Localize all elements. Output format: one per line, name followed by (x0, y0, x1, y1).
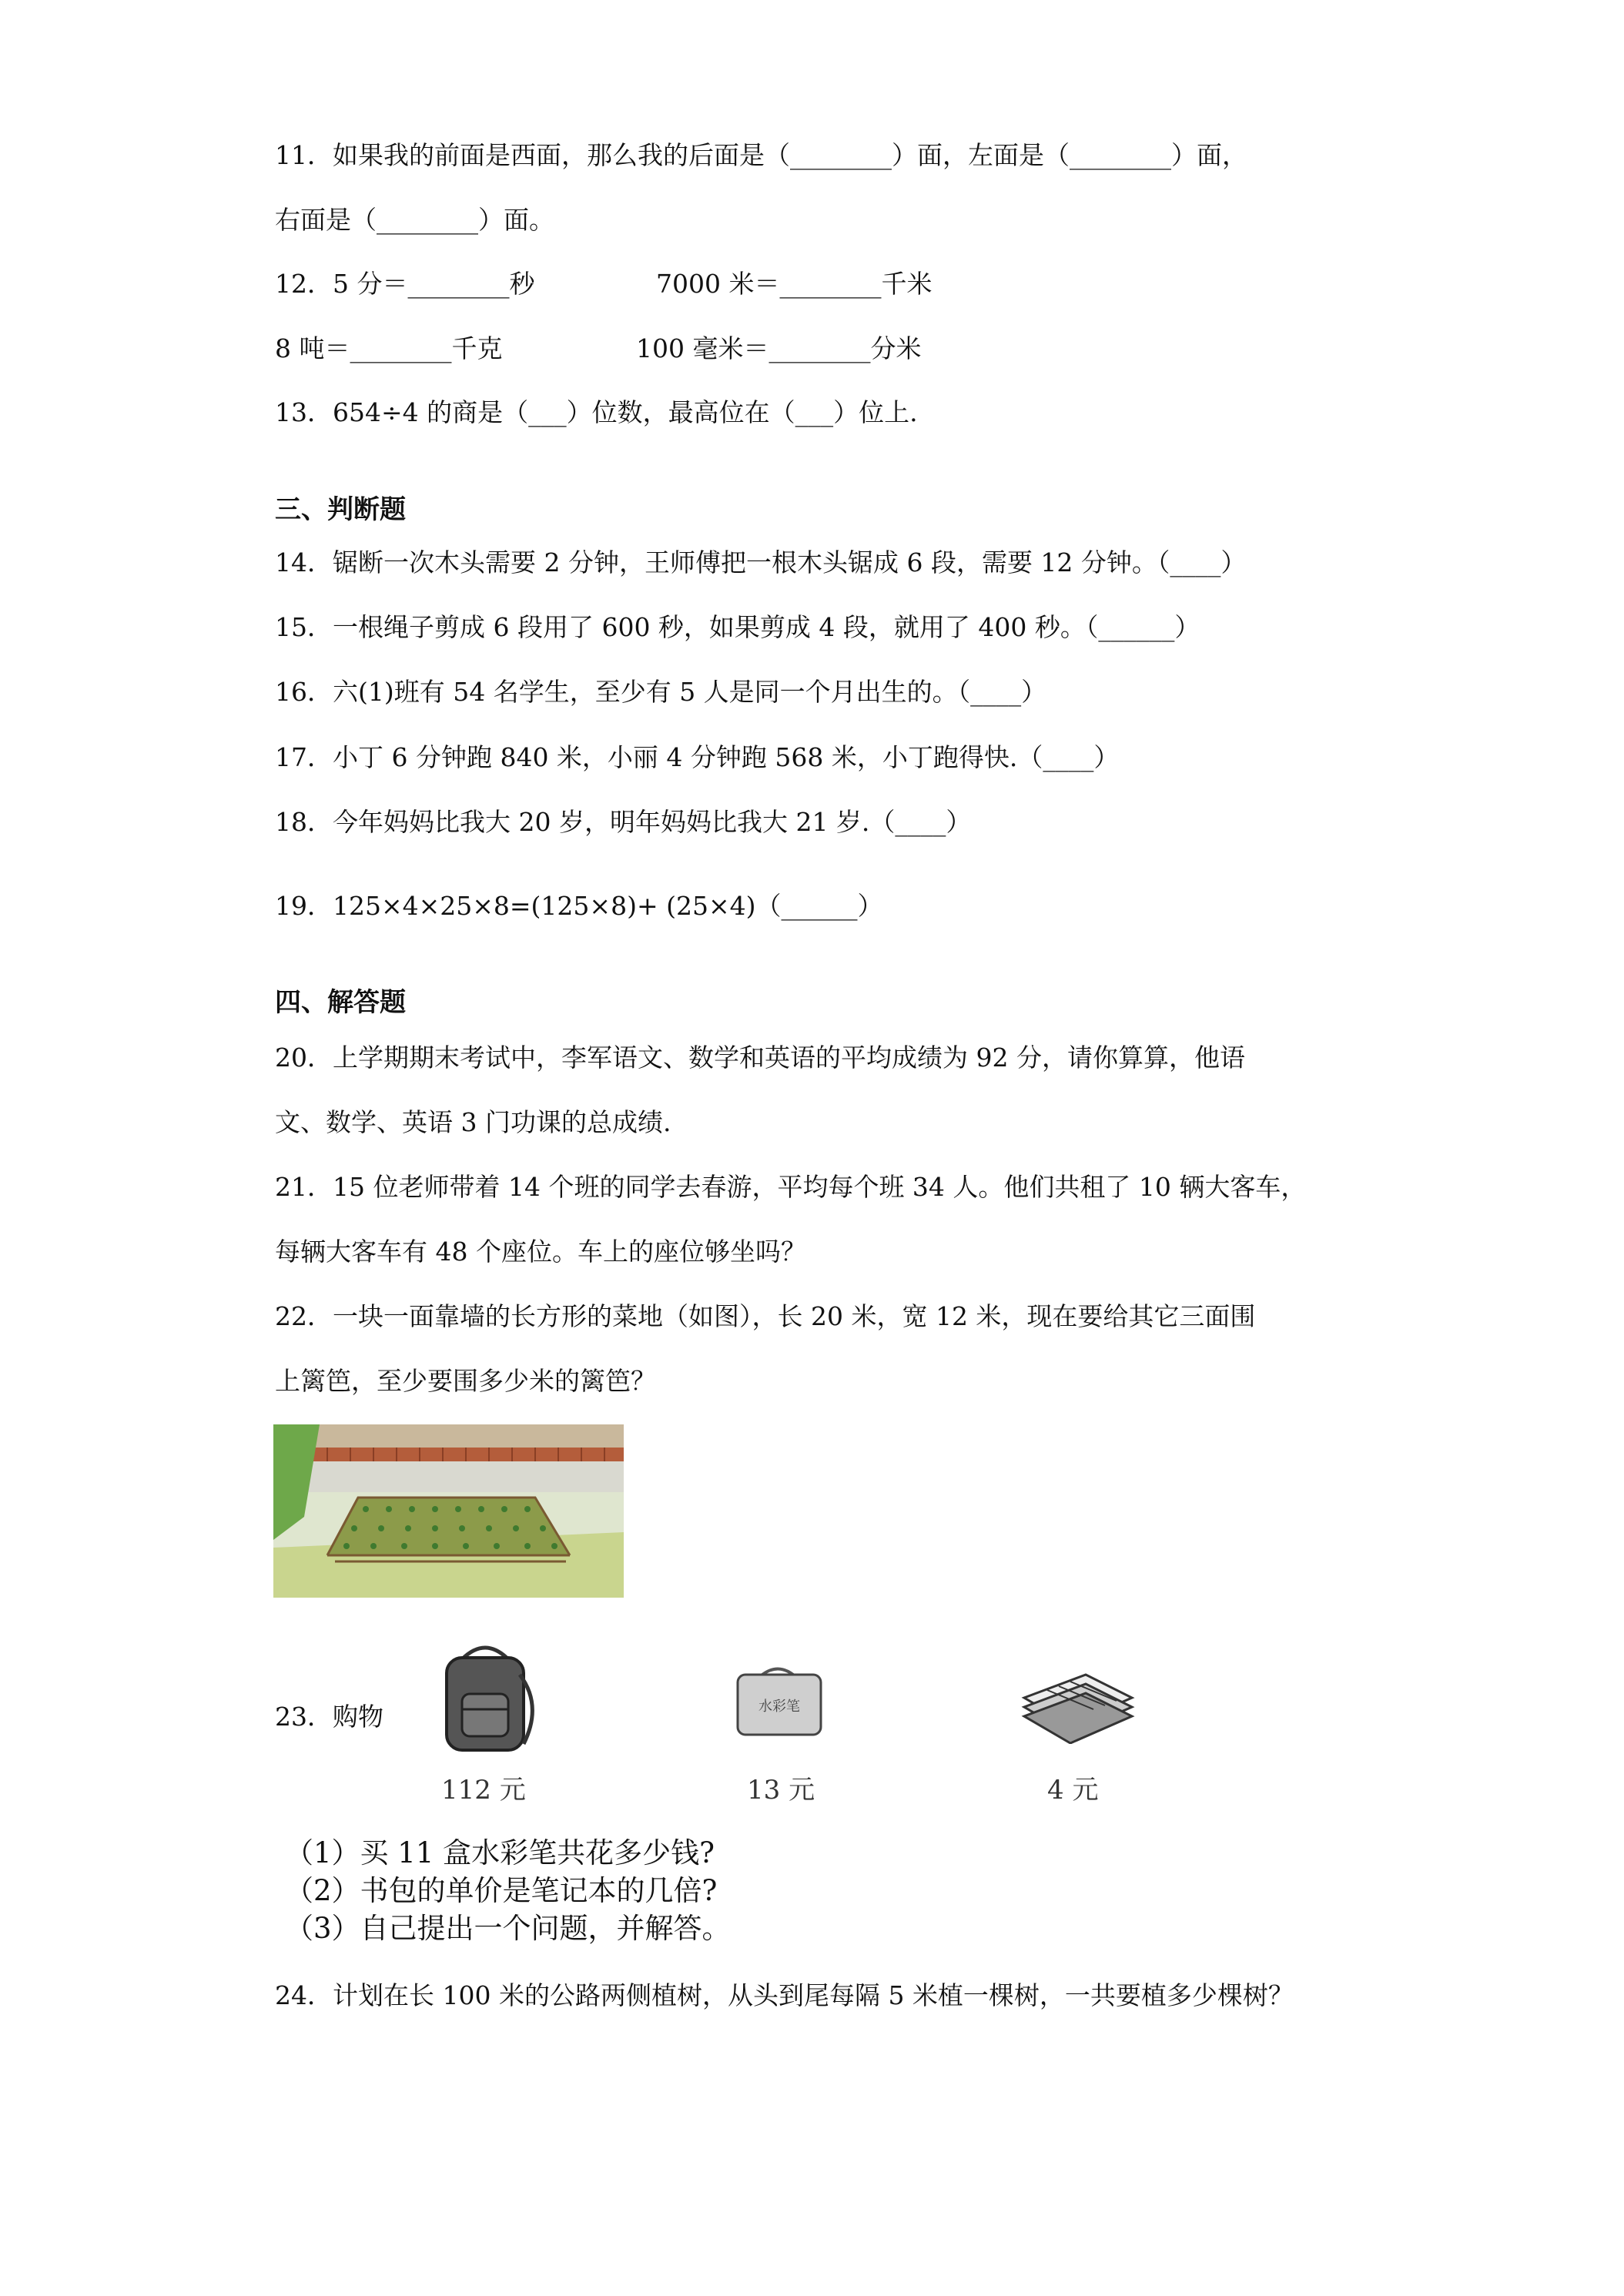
section-heading-answer: 四、解答题 (275, 987, 406, 1018)
q18: 18．今年妈妈比我大 20 岁，明年妈妈比我大 21 岁.（____） (275, 807, 972, 837)
q12-line2b: 100 毫米＝________分米 (636, 333, 922, 363)
price-backpack: 112 元 (441, 1775, 526, 1806)
q15: 15．一根绳子剪成 6 段用了 600 秒，如果剪成 4 段，就用了 400 秒。（______） (275, 612, 1200, 642)
q21-line2: 每辆大客车有 48 个座位。车上的座位够坐吗？ (275, 1237, 806, 1267)
garden-fence-illustration (273, 1424, 624, 1598)
price-notebook: 4 元 (1047, 1775, 1099, 1806)
q14: 14．锯断一次木头需要 2 分钟，王师傅把一根木头锯成 6 段，需要 12 分钟。（____） (275, 547, 1247, 577)
q11-line2: 右面是（________）面。 (275, 205, 554, 235)
q20-line2: 文、数学、英语 3 门功课的总成绩. (275, 1107, 671, 1137)
price-marker-box: 13 元 (747, 1775, 815, 1806)
q21-line1: 21．15 位老师带着 14 个班的同学去春游，平均每个班 34 人。他们共租了 10 辆大客车， (275, 1172, 1307, 1202)
notebook-icon (1016, 1667, 1140, 1744)
q23-sub1: （1）买 11 盒水彩笔共花多少钱? (285, 1836, 715, 1869)
marker-box-icon (732, 1663, 828, 1740)
q12-line1a: 12．5 分＝________秒 (275, 269, 535, 299)
q12-line1b: 7000 米＝________千米 (656, 269, 933, 299)
q22-line2: 上篱笆，至少要围多少米的篱笆？ (275, 1366, 656, 1396)
q23-label: 23．购物 (275, 1702, 383, 1732)
q12-line2a: 8 吨＝________千克 (275, 333, 503, 363)
q23-sub2: （2）书包的单价是笔记本的几倍? (285, 1874, 718, 1907)
q22-line1: 22．一块一面靠墙的长方形的菜地（如图），长 20 米，宽 12 米，现在要给其它三面围 (275, 1301, 1256, 1331)
q16: 16．六(1)班有 54 名学生，至少有 5 人是同一个月出生的。（____） (275, 677, 1047, 707)
backpack-icon (427, 1636, 543, 1759)
q13: 13．654÷4 的商是（___）位数，最高位在（___）位上. (275, 397, 918, 427)
q11-line1: 11．如果我的前面是西面，那么我的后面是（________）面，左面是（________）面， (275, 140, 1247, 170)
q17: 17．小丁 6 分钟跑 840 米，小丽 4 分钟跑 568 米，小丁跑得快.（____） (275, 742, 1120, 772)
section-heading-judge: 三、判断题 (275, 494, 406, 525)
q19: 19．125×4×25×8=(125×8)+ (25×4)（______） (275, 891, 883, 921)
svg-text:水彩笔: 水彩笔 (758, 1699, 800, 1715)
q24: 24．计划在长 100 米的公路两侧植树，从头到尾每隔 5 米植一棵树，一共要植多少棵树？ (275, 1980, 1294, 2010)
q23-sub3: （3）自己提出一个问题，并解答。 (285, 1912, 731, 1945)
q20-line1: 20．上学期期末考试中，李军语文、数学和英语的平均成绩为 92 分，请你算算，他语 (275, 1043, 1245, 1073)
